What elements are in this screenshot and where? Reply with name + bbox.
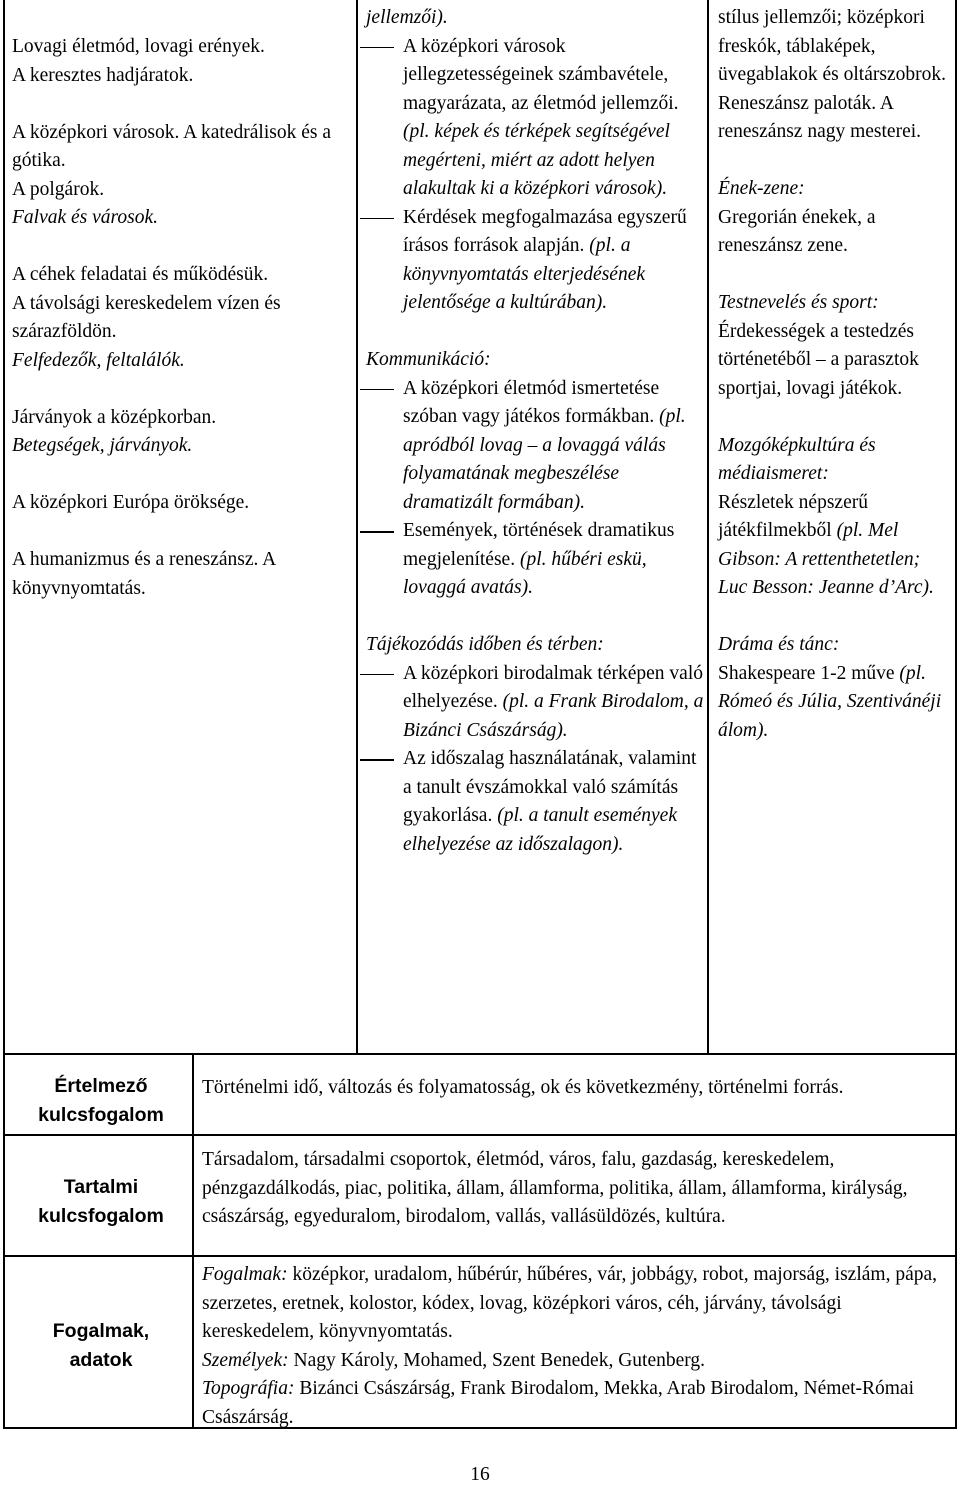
content-concepts-text: Társadalom, társadalmi csoportok, életmód, város, falu, gazdaság, kereskedelem, pénzgazdálkodás, piac, politika, állam, államforma, politika, állam, államforma, királyság, császárság, egyeduralom, birodalom, vallás, vallásüldözés, kultúra. — [202, 1149, 908, 1227]
subject-heading: Mozgóképkultúra és médiaismeret: — [718, 434, 876, 484]
border-row-1 — [3, 1134, 957, 1136]
activity-item — [366, 745, 704, 859]
spacer — [12, 461, 352, 490]
activity-example: (pl. a Frank Birodalom, a Bizánci Császárság). — [403, 691, 704, 741]
spacer — [12, 233, 352, 262]
subject-body — [718, 204, 950, 261]
topic-line: A keresztes hadjáratok. — [12, 64, 194, 86]
border-col1 — [356, 0, 358, 1054]
activity-text: A középkori birodalmak térképen való elhelyezése. — [403, 662, 703, 712]
topic-line: Felfedezők, feltalálók. — [12, 349, 185, 371]
spacer — [12, 375, 352, 404]
spacer — [12, 90, 352, 119]
spacer — [366, 603, 704, 632]
activity-example: (pl. apródból lovag – a lovaggá válás folyamatának megbeszélése dramatizált formában). — [403, 406, 686, 513]
activity-text: Események, történések dramatikus megjelenítése. — [403, 520, 675, 570]
spacer — [718, 147, 950, 176]
spacer — [718, 603, 950, 632]
border-row-main — [3, 1053, 957, 1055]
activity-text: A középkori életmód ismertetése szóban vagy játékos formákban. — [403, 377, 660, 427]
border-right — [955, 0, 957, 1428]
concept-line — [202, 1375, 950, 1432]
topic-line: A humanizmus és a reneszánsz. A könyvnyomtatás. — [12, 549, 276, 599]
activity-example: (pl. a könyvnyomtatás elterjedésének jelentősége a kultúrában). — [403, 235, 646, 313]
topic-line: Falvak és városok. — [12, 207, 159, 228]
concept-values: Bizánci Császárság, Frank Birodalom, Mekka, Arab Birodalom, Német-Római Császárság. — [202, 1378, 915, 1428]
topics-column — [12, 33, 352, 603]
activity-example: (pl. hűbéri eskü, lovaggá avatás). — [403, 548, 647, 598]
activity-text: Kérdések megfogalmazása egyszerű írásos források alapján. — [403, 206, 687, 256]
subject-heading: Dráma és tánc: — [718, 634, 840, 655]
activity-item — [366, 375, 704, 518]
concept-label: Fogalmak: — [202, 1264, 288, 1285]
activity-example: (pl. a tanult események elhelyezése az időszalagon). — [403, 805, 677, 855]
section-heading: Kommunikáció: — [366, 349, 491, 370]
concept-label: Személyek: — [202, 1349, 289, 1371]
concept-label: Topográfia: — [202, 1378, 295, 1399]
activity-text: A középkori városok jellegzetességeinek számbavétele, magyarázata, az életmód jellemzői. — [403, 35, 679, 114]
label-concepts-data: Fogalmak, adatok — [52, 1320, 150, 1371]
section-heading: Tájékozódás időben és térben: — [366, 634, 604, 655]
concept-values: Nagy Károly, Mohamed, Szent Benedek, Gutenberg. — [288, 1349, 706, 1371]
border-labels — [192, 1054, 194, 1428]
topic-line: A polgárok. — [12, 178, 105, 200]
spacer — [12, 518, 352, 547]
subject-example: (pl. Rómeó és Júlia, Szentivánéji álom). — [718, 662, 942, 741]
interpretive-concepts-text: Történelmi idő, változás és folyamatosság, ok és következmény, történelmi forrás. — [202, 1077, 844, 1098]
subject-text: Érdekességek a testedzés történetéből – a parasztok sportjai, lovagi játékok. — [718, 320, 919, 399]
page-number: 16 — [470, 1464, 490, 1485]
border-row-2 — [3, 1255, 957, 1257]
subject-text: Gregorián énekek, a reneszánsz zene. — [718, 206, 876, 256]
spacer — [366, 318, 704, 347]
subject-body — [718, 318, 950, 404]
spacer — [718, 403, 950, 432]
topic-line: Lovagi életmód, lovagi erények. — [12, 36, 265, 57]
concept-line — [202, 1261, 950, 1347]
topic-line: A középkori Európa öröksége. — [12, 492, 250, 513]
subject-text: Részletek népszerű játékfilmekből — [718, 491, 868, 541]
activity-item — [366, 33, 704, 204]
topic-line: Járványok a középkorban. — [12, 406, 217, 428]
subject-body — [718, 660, 950, 746]
border-col2 — [707, 0, 709, 1054]
activity-text: Az időszalag használatának, valamint a tanult évszámokkal való számítás gyakorlása. — [403, 748, 697, 826]
activity-item — [366, 517, 704, 603]
concepts-data-text — [202, 1261, 950, 1432]
subject-body — [718, 489, 950, 603]
art-continued-text: stílus jellemzői; középkori freskók, táblaképek, üvegablakok és oltárszobrok. Reneszánsz paloták. A reneszánsz nagy mesterei. — [718, 7, 946, 142]
subject-example: (pl. Mel Gibson: A rettenthetetlen; Luc Besson: Jeanne d’Arc). — [718, 520, 934, 598]
activity-item — [366, 204, 704, 318]
continued-text: jellemzői). — [366, 7, 448, 28]
topic-line: Betegségek, járványok. — [12, 435, 193, 456]
subject-text: Shakespeare 1-2 műve — [718, 662, 895, 684]
topic-line: A céhek feladatai és működésük. — [12, 264, 269, 285]
spacer — [718, 261, 950, 290]
activity-item — [366, 660, 704, 746]
topic-line: A középkori városok. A katedrálisok és a gótika. — [12, 121, 331, 171]
subject-heading: Testnevelés és sport: — [718, 292, 879, 313]
topic-line: A távolsági kereskedelem vízen és szárazföldön. — [12, 292, 281, 342]
connections-column — [718, 4, 950, 745]
concept-values: középkor, uradalom, hűbérúr, hűbéres, vár, jobbágy, robot, majorság, iszlám, pápa, szerzetes, eretnek, kolostor, kódex, lovag, középkori város, céh, járvány, távolsági kereskedelem, könyvnyomtatás. — [202, 1264, 938, 1342]
label-content-concept: Tartalmi kulcsfogalom — [38, 1176, 164, 1227]
border-left — [3, 0, 5, 1428]
label-interpretive-concept: Értelmező kulcsfogalom — [38, 1075, 164, 1126]
concept-line — [202, 1347, 950, 1376]
subject-heading: Ének-zene: — [718, 178, 805, 199]
activities-column — [366, 4, 704, 859]
activity-example: (pl. képek és térképek segítségével megérteni, miért az adott helyen alakultak ki a középkori városok). — [403, 121, 670, 199]
